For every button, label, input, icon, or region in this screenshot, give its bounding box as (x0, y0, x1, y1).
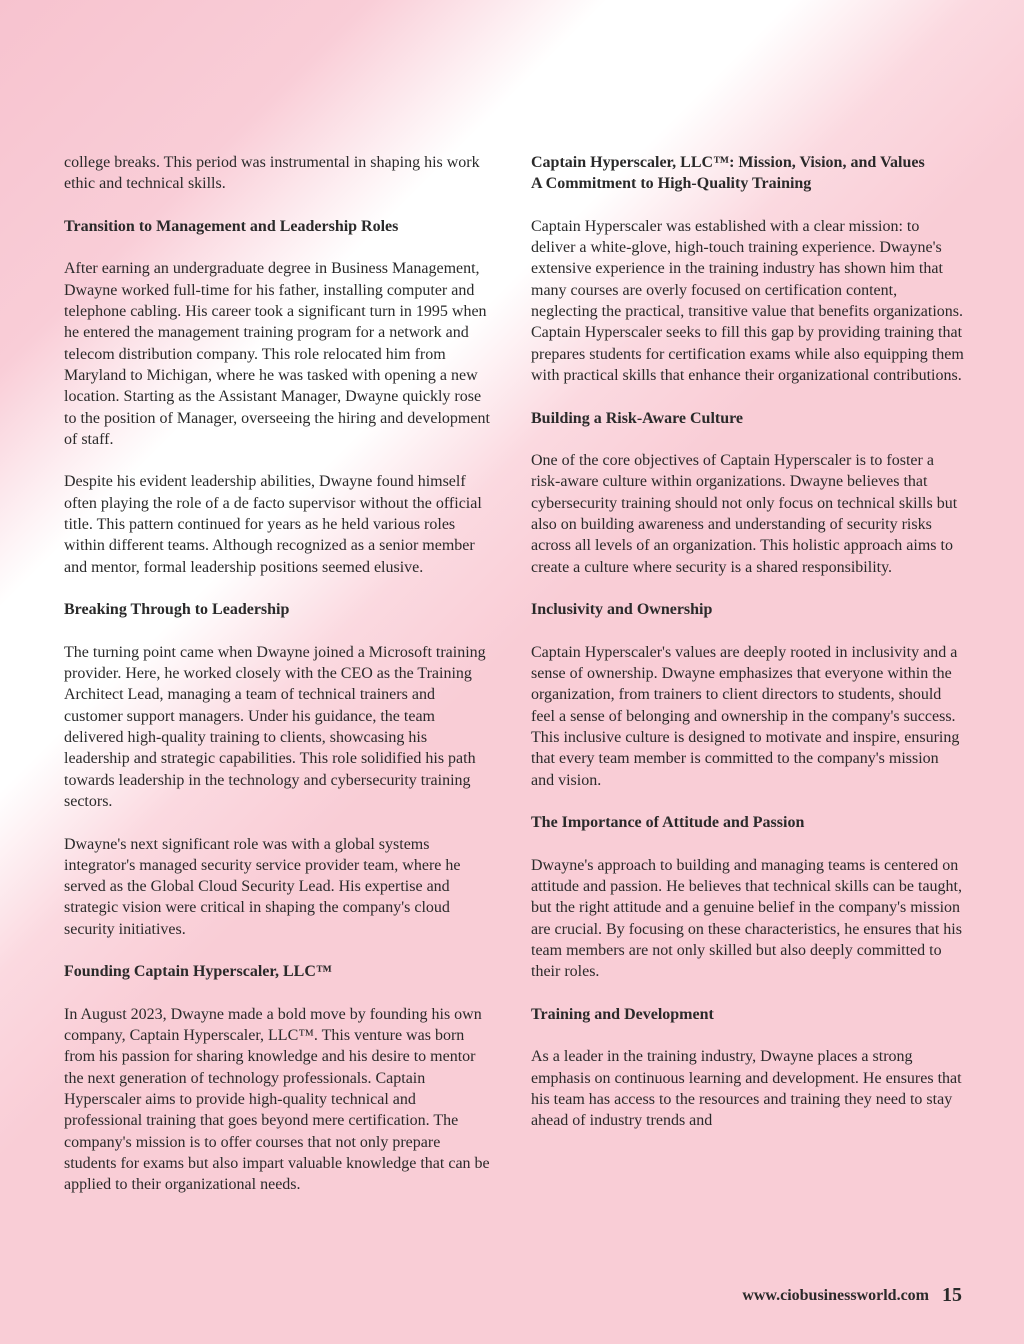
left-column (64, 152, 496, 1217)
paragraph-college-breaks: college breaks. This period was instrumental in shaping his work ethic and technical skills. (64, 154, 480, 193)
heading-inclusivity-ownership: Inclusivity and Ownership (531, 601, 713, 619)
paragraph-leader-in-training: As a leader in the training industry, Dwayne places a strong emphasis on continuous learning and development. He ensures that his team has access to the resources and training they need to stay ahead of industry trends and (531, 1048, 962, 1130)
paragraph-next-significant-role: Dwayne's next significant role was with a global systems integrator's managed security service provider team, where he served as the Global Cloud Security Lead. His expertise and strategic vision were critical in shaping the company's cloud security initiatives. (64, 835, 461, 938)
paragraph-core-objectives: One of the core objectives of Captain Hyperscaler is to foster a risk-aware culture within organizations. Dwayne believes that cybersecurity training should not only focus on technical skills but also on building awareness and understanding of security risks across all levels of an organization. This holistic approach aims to create a culture where security is a shared responsibility. (531, 452, 958, 576)
paragraph-turning-point: The turning point came when Dwayne joined a Microsoft training provider. Here, he worked closely with the CEO as the Training Architect Lead, managing a team of technical trainers and customer support managers. Under his guidance, the team delivered high-quality training to clients, showcasing his leadership and strategic capabilities. This role solidified his path towards leadership in the technology and cybersecurity training sectors. (64, 643, 486, 810)
paragraph-undergraduate-degree: After earning an undergraduate degree in Business Management, Dwayne worked full-time for his father, installing computer and telephone cabling. His career took a significant turn in 1995 when he entered the management training program for a network and telecom distribution company. This role relocated him from Maryland to Michigan, where he was tasked with opening a new location. Starting as the Assistant Manager, Dwayne quickly rose to the position of Manager, overseeing the hiring and development of staff. (64, 260, 490, 448)
website-url: www.ciobusinessworld.com (742, 1287, 929, 1304)
heading-mission-vision-values: Captain Hyperscaler, LLC™: Mission, Vision, and Values (531, 154, 925, 171)
heading-breaking-through: Breaking Through to Leadership (64, 601, 290, 619)
right-column (531, 152, 965, 1153)
paragraph-values-rooted: Captain Hyperscaler's values are deeply rooted in inclusivity and a sense of ownership. Dwayne emphasizes that everyone within the organization, from trainers to client directors to students, should feel a sense of belonging and ownership in the company's success. This inclusive culture is designed to motivate and inspire, ensuring that every team member is committed to the company's mission and vision. (531, 643, 960, 789)
heading-founding-captain-hyperscaler: Founding Captain Hyperscaler, LLC™ (64, 963, 332, 981)
heading-transition-to-management: Transition to Management and Leadership Roles (64, 217, 399, 235)
paragraph-august-2023: In August 2023, Dwayne made a bold move by founding his own company, Captain Hyperscaler, LLC™. This venture was born from his passion for sharing knowledge and his desire to mentor the next generation of technology professionals. Captain Hyperscaler aims to provide high-quality technical and professional training that goes beyond mere certification. The company's mission is to offer courses that not only prepare students for exams but also impart valuable knowledge that can be applied to their organizational needs. (64, 1005, 490, 1194)
heading-attitude-passion: The Importance of Attitude and Passion (531, 814, 805, 832)
heading-training-development: Training and Development (531, 1005, 714, 1023)
heading-risk-aware-culture: Building a Risk-Aware Culture (531, 409, 744, 427)
paragraph-approach-to-teams: Dwayne's approach to building and managing teams is centered on attitude and passion. He believes that technical skills can be taught, but the right attitude and a genuine belief in the company's mission are crucial. By focusing on these characteristics, he ensures that his team members are not only skilled but also deeply committed to their roles. (531, 856, 962, 981)
page-number: 15 (942, 1284, 962, 1306)
paragraph-leadership-abilities: Despite his evident leadership abilities, Dwayne found himself often playing the role of a de facto supervisor without the official title. This pattern continued for years as he held various roles within different teams. Although recognized as a senior member and mentor, formal leadership positions seemed elusive. (64, 473, 482, 576)
paragraph-clear-mission: Captain Hyperscaler was established with a clear mission: to deliver a white-glove, high-touch training experience. Dwayne's extensive experience in the training industry has shown him that many courses are overly focused on certification content, neglecting the practical, transitive value that benefits organizations. Captain Hyperscaler seeks to fill this gap by providing training that prepares students for certification exams while also equipping them with practical skills that enhance their organizational contributions. (531, 217, 964, 384)
heading-commitment-to-training: A Commitment to High-Quality Training (531, 175, 812, 193)
page-footer (0, 1284, 1024, 1310)
